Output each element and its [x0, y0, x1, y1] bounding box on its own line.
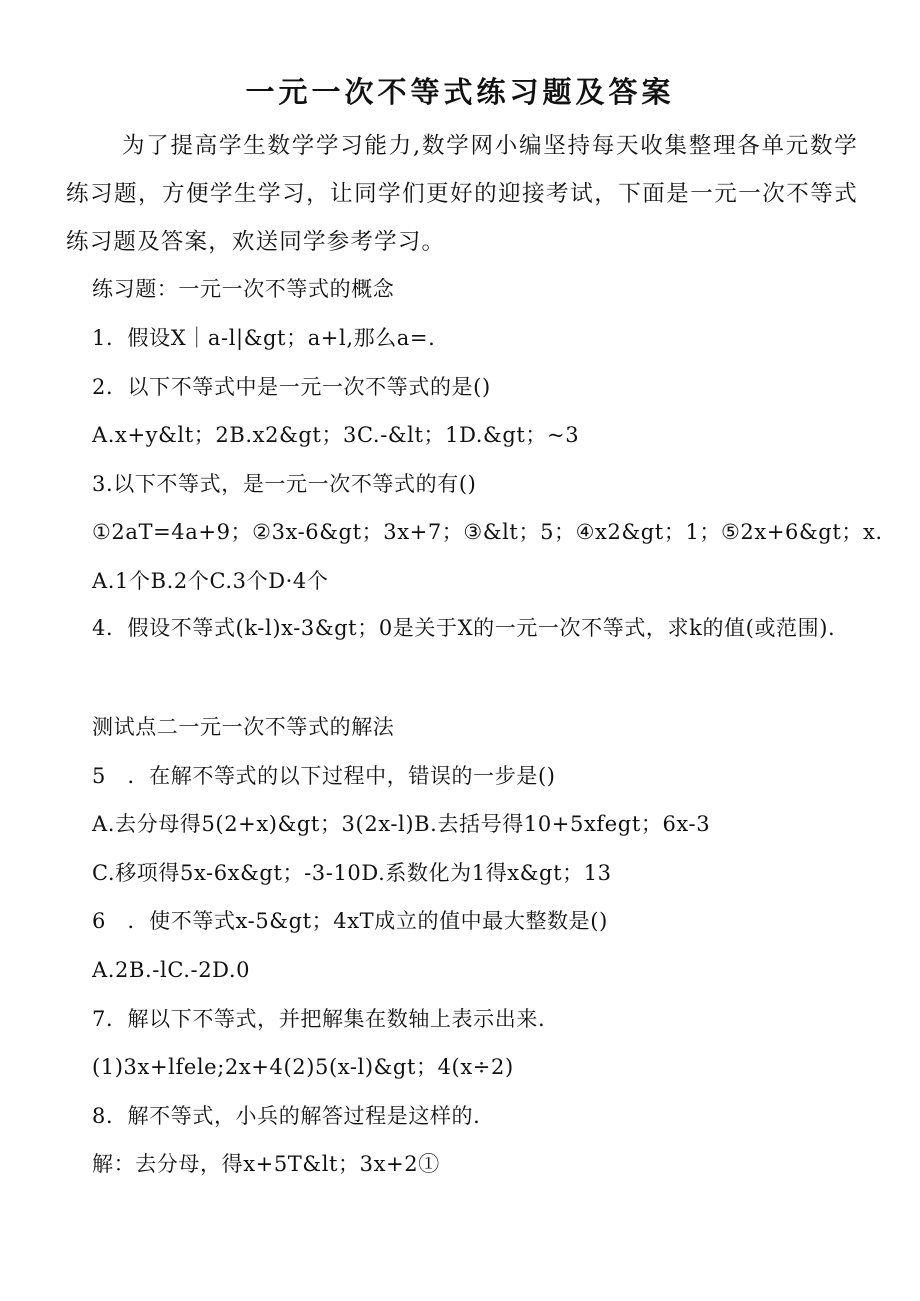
question-8-solution-step: 解：去分母，得x+5T&lt；3x+2① — [92, 1152, 440, 1176]
question-3-options: A.1个B.2个C.3个D·4个 — [92, 569, 329, 593]
question-3-items: ①2aT=4a+9；②3x-6&gt；3x+7；③&lt；5；④x2&gt；1；⑤2x+6&gt；x. — [92, 520, 883, 544]
question-5-options-cd: C.移项得5x-6x&gt；-3-10D.系数化为1得x&gt；13 — [92, 861, 612, 885]
question-7: 7．解以下不等式，并把解集在数轴上表示出来. — [92, 1007, 546, 1031]
question-2-options: A.x+y&lt；2B.x2&gt；3C.-&lt；1D.&gt；~3 — [92, 423, 580, 447]
intro-paragraph: 为了提高学生数学学习能力,数学网小编坚持每天收集整理各单元数学练习题，方便学生学习，让同学们更好的迎接考试，下面是一元一次不等式练习题及答案，欢送同学参考学习。 — [66, 133, 858, 255]
question-3: 3.以下不等式，是一元一次不等式的有() — [92, 472, 477, 496]
question-1: 1．假设X｜a-l|&gt；a+l,那么a=. — [92, 326, 436, 350]
section-heading-concept: 练习题：一元一次不等式的概念 — [92, 277, 395, 301]
question-5-options-ab: A.去分母得5(2+x)&gt；3(2x-l)B.去括号得10+5xfegt；6x-3 — [92, 812, 711, 836]
question-8: 8．解不等式，小兵的解答过程是这样的. — [92, 1104, 481, 1128]
document-title: 一元一次不等式练习题及答案 — [245, 75, 675, 109]
question-6-options: A.2B.-lC.-2D.0 — [92, 958, 251, 982]
question-4: 4．假设不等式(k-l)x-3&gt；0是关于X的一元一次不等式，求k的值(或范围). — [92, 616, 836, 640]
question-5: 5 ．在解不等式的以下过程中，错误的一步是() — [92, 764, 556, 788]
question-2: 2．以下不等式中是一元一次不等式的是() — [92, 375, 491, 399]
question-7-parts: (1)3x+lfele;2x+4(2)5(x-l)&gt；4(x÷2) — [92, 1055, 514, 1079]
question-6: 6 ．使不等式x-5&gt；4xT成立的值中最大整数是() — [92, 909, 608, 933]
section-heading-solving: 测试点二一元一次不等式的解法 — [92, 715, 395, 739]
